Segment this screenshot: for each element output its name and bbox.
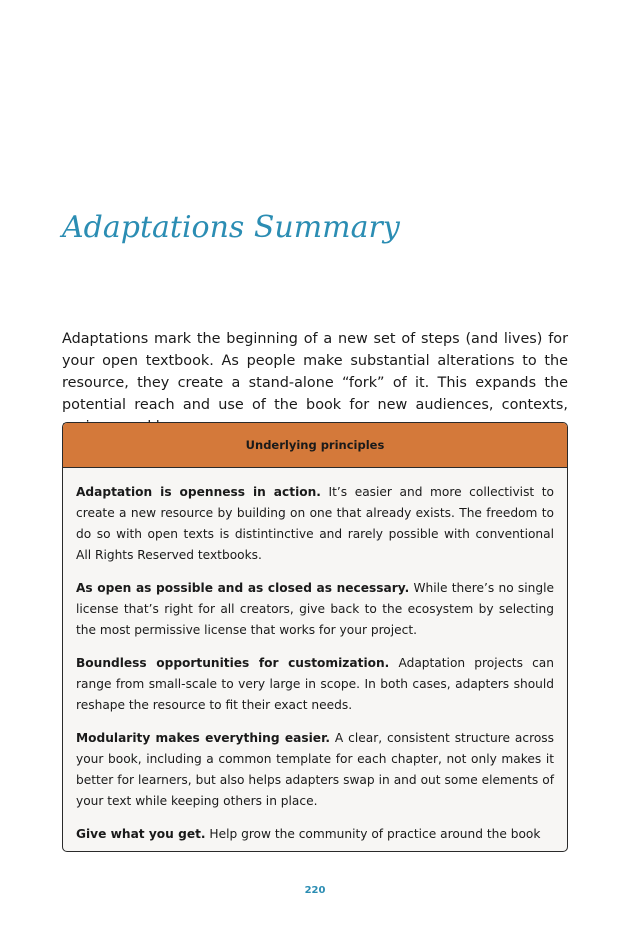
principle-lead: Adaptation is openness in action. [76, 485, 321, 499]
principle-item [76, 653, 554, 716]
principle-text: It’s easier and more collectivist to create a new resource by building on one that already exists. The freedom to do so with open texts is distintinctive and rarely possible with conventional All Rights Reserved textbooks. [76, 485, 555, 562]
page-title: Adaptations Summary [62, 210, 400, 245]
principle-item [76, 728, 554, 812]
principle-text: A clear, consistent structure across your book, including a common template for each chapter, not only makes it better for learners, but also helps adapters swap in and out some elements of your text while keeping others in place. [76, 731, 555, 808]
principles-box-header: Underlying principles [63, 423, 567, 468]
principle-text: Help grow the community of practice around the book [209, 827, 541, 841]
intro-paragraph: Adaptations mark the beginning of a new set of steps (and lives) for your open textbook. As people make substantial alterations to the resource, they create a stand-alone “fork” of it. This expands the potential reach and use of the book for new audiences, contexts, [62, 331, 568, 413]
principle-text: While there’s no single license that’s right for all creators, give back to the ecosystem by selecting the most permissive license that works for your project. [76, 581, 554, 637]
principle-item [76, 578, 554, 641]
principles-box-body [63, 468, 567, 845]
principle-text: Adaptation projects can range from small-scale to very large in scope. In both cases, adapters should reshape the resource to fit their exact needs. [76, 656, 554, 712]
principles-box [62, 422, 568, 852]
principle-lead: Boundless opportunities for customization. [76, 656, 390, 670]
principle-lead: As open as possible and as closed as necessary. [76, 581, 410, 595]
principle-item [76, 824, 554, 845]
principle-lead: Give what you get. [76, 827, 206, 841]
page-number: 220 [304, 885, 326, 896]
principle-lead: Modularity makes everything easier. [76, 731, 330, 745]
principle-item [76, 482, 554, 566]
